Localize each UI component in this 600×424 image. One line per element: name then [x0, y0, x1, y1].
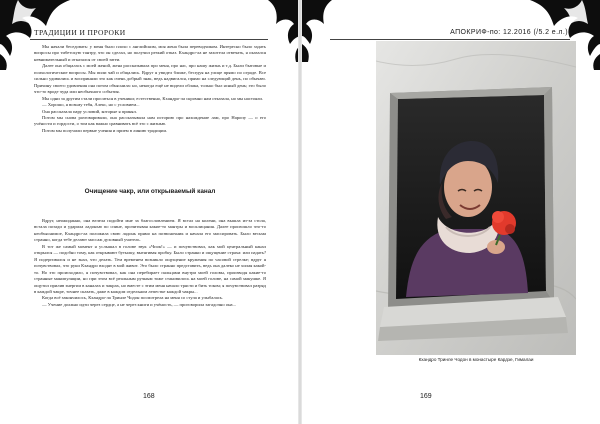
text-block-upper — [34, 44, 266, 134]
section-heading: Очищение чакр, или открываемый канал — [84, 188, 216, 195]
paragraph: Когда всё закончилось, Кхандро-ла Тринле Чодон посмотрела на меня со стула и улыбалась. — [42, 295, 224, 301]
page-number-left: 168 — [143, 393, 155, 400]
running-head-right: АПОКРИФ-по: 12.2016 (/5.2 е.л.) — [450, 29, 568, 36]
photo-caption: Кхандро Тринле Чодон в монастыре Кардзе, Гималаи — [418, 357, 534, 362]
running-head-rule-left — [30, 28, 268, 40]
right-page — [302, 0, 600, 424]
paragraph: В тот же самый момент я услышал в голове звук «Чпок!» — и почувствовал, как мой центральный канал открылся — подобно тому, как открывают бутылку, вытягивая пробку. Было странно и ощущение страха: или падать? Я подергивался и не знал, что делать. Тем временем возникло ощущение кружения по часовой стрелке; вдруг я почувствовал, что руки Кхандро входят в мой живот. Это было странно представить, ведь она далеко не хилая какой-то. Но это происходило, я почувствовал, как она перебирает пальцами внутри моей головы, производя какие-то странные манипуляции, но при этом всё реальным ручным тоже становилось на моей голове, на самой макушке. Я ощутил прилив энергии в каналах и чакрах, но вместе с этим меня начало трясти и бить током; я почувствовал разряд в каждой чакре, точнее сказать, даже в каждом отдельном лепестке каждой чакры... — [34, 243, 266, 294]
tribal-ornament-left-inner — [268, 0, 298, 62]
left-page — [0, 0, 298, 424]
paragraph: Вдруг, неожиданно, она велела подойти мне за благословлением. Я встал на колени, она вышла из-за стола, встала позади и ударила ладонью по спине, прочитывая какие-то мантры и восклицания. Далее произошло что-то необъяснимое, Кхандро-ла положила свою ладонь прямо на позвоночник и начала его массировать. Было весьма странно, когда тебе делают массаж духовный учитель. — [34, 218, 266, 243]
paragraph: — Хорошо, я возьму тебя, Алекс, но с условием... — [42, 102, 140, 108]
text-block-lower — [34, 218, 266, 308]
paragraph: Она рассказала пару условий, которые я принял. — [42, 108, 137, 114]
paragraph: Потом мы снова разговаривали, она рассказывала нам историю про нахождение лам, про Наропу — о его учёности и гордости, о том как важно сравнивать всё это с жизнью. — [34, 114, 266, 127]
paragraph: Потом мы получили первые учения и прием в линию традиции. — [42, 127, 168, 133]
paragraph: — Учение должно идти через сердце, а не через книги и учёность, — проговорила загадочно она... — [42, 301, 237, 307]
page-number-right: 169 — [420, 393, 432, 400]
running-head-rule-right — [330, 28, 570, 40]
running-head-left: ТРАДИЦИИ И ПРОРОКИ — [34, 28, 126, 37]
paragraph: Мы начали беседовать: у меня было плохо с английским, моя жена была переводчиком. Интересно было задать вопросы про тибетскую тантру, что он сделал, но получил резкий отказ. Кхандро-ла не захотела отвечать, я оказался невнимательный и отказался от своей затеи. — [34, 44, 266, 62]
tribal-ornament-right-inner — [302, 0, 332, 62]
paragraph: Мы одни за другим стали проситься в ученики; естественно, Кхандро-ла скромно нам отказала, но мы настояли. — [42, 95, 263, 101]
paragraph: Далее она общалась с моей женой, жена рассказывала про меня, про нас, про нашу жизнь и т.д. Были бытовые и психологические вопросы. Мы пили чай и общались. Вдруг я увидел ближе, беседуя на улице прямо по ограде. Все сильно удивились и восприняли это как очень добрый знак, ведь надвигался, прямо на следующий день, по обычаю. Причину своего удивления она потом объяснила: но, некогда ещё не видели облака, только был ясный день; это было что-то вроде чуда или необычного события. — [34, 63, 266, 95]
photo-woman-in-window — [376, 41, 576, 355]
